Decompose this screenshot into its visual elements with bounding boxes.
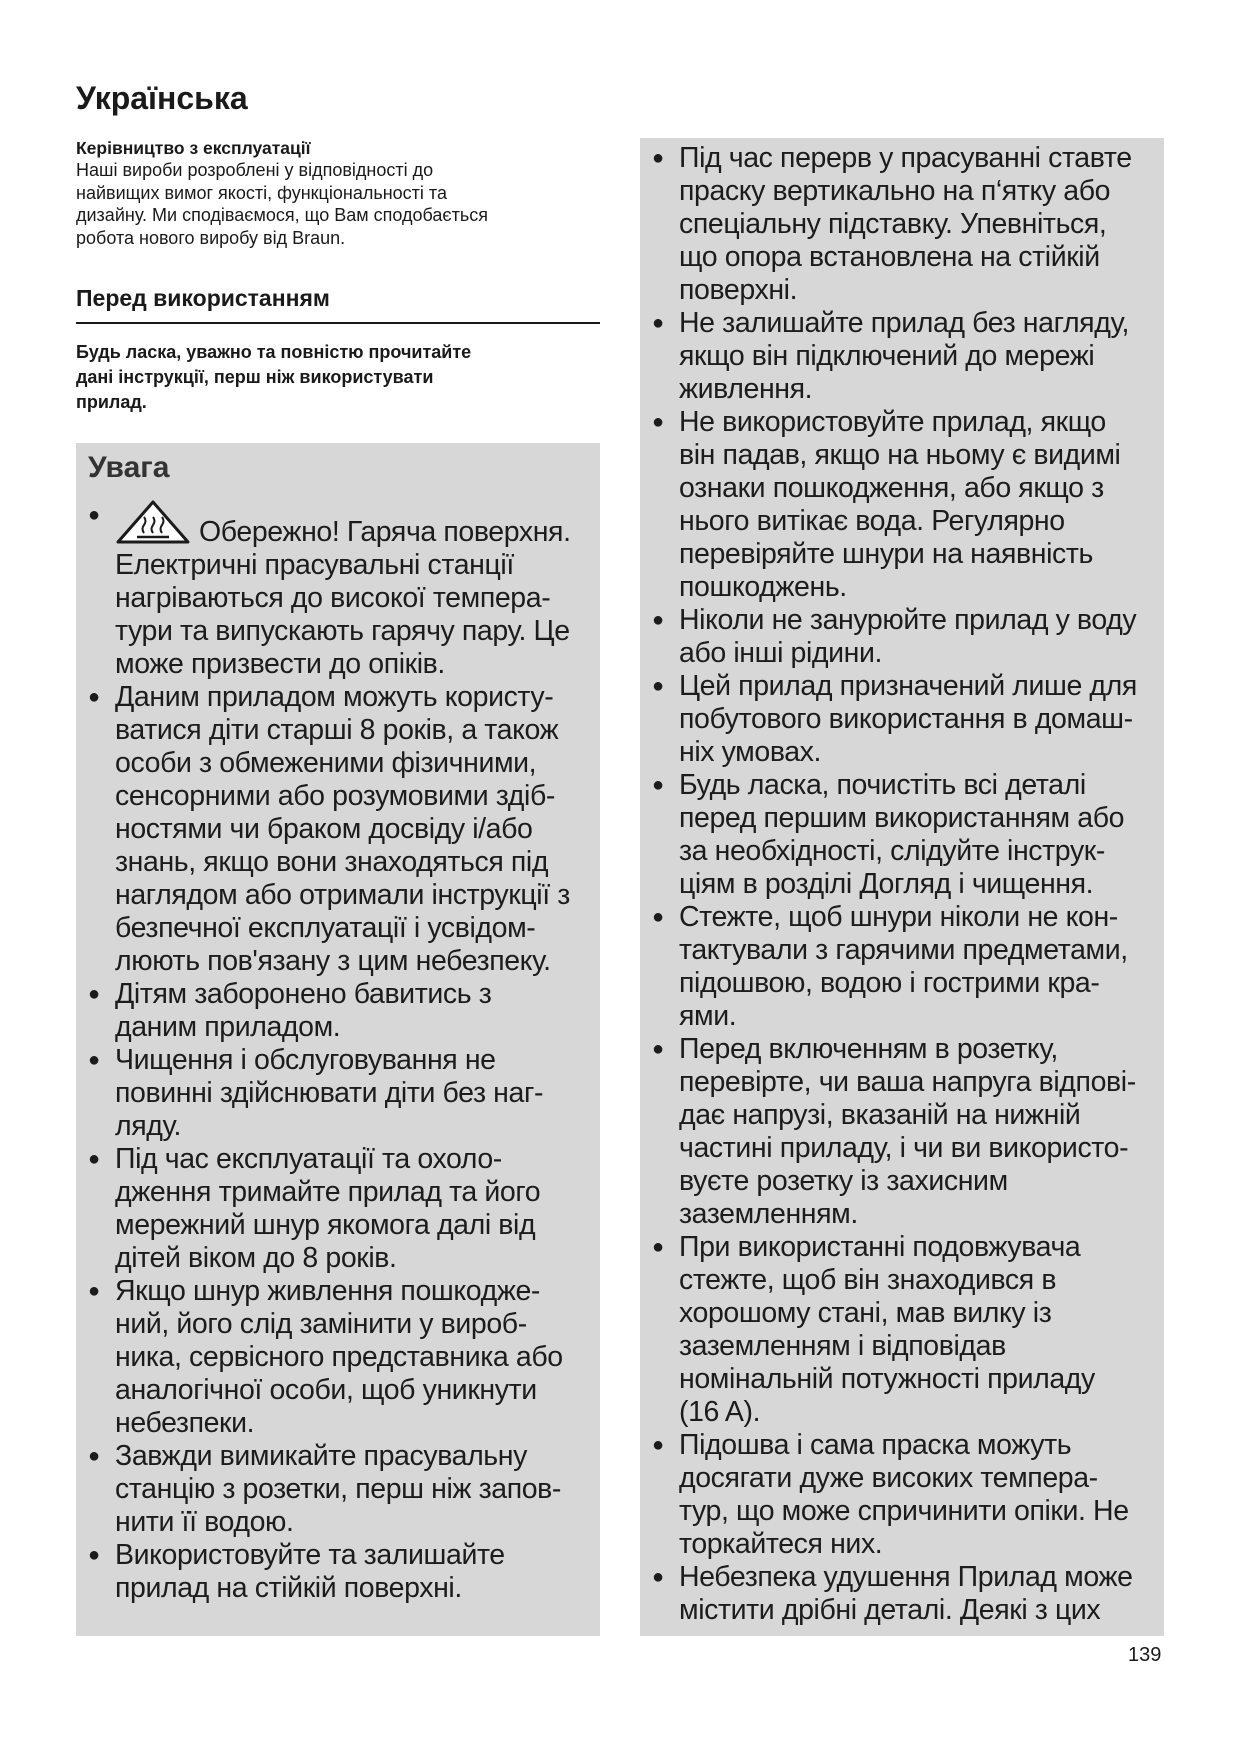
item-line: люють пов'язану з цим небезпеку.	[115, 945, 551, 977]
item-line: номінальній потужності приладу	[679, 1363, 1095, 1395]
item-line: ● Використовуйте та залишайте	[115, 1539, 505, 1571]
item-line: небезпеки.	[115, 1407, 255, 1439]
item-line: повинні здійснювати діти без наг-	[115, 1077, 544, 1109]
list-item	[652, 1429, 1152, 1561]
item-line: дає напрузі, вказаній на нижній	[679, 1099, 1081, 1131]
list-item	[88, 1275, 588, 1440]
item-line: вуєте розетку із захисним	[679, 1165, 1008, 1197]
warning-box-left	[76, 443, 600, 1636]
item-line: ● Стежте, щоб шнури ніколи не кон-	[679, 901, 1118, 933]
item-line: якщо він підключений до мережі	[679, 340, 1095, 372]
item-line: підошвою, водою і гострими кра-	[679, 967, 1100, 999]
item-line: дітей віком до 8 років.	[115, 1242, 397, 1274]
intro-text	[76, 159, 606, 249]
item-line: нити її водою.	[115, 1506, 294, 1538]
item-line: безпечної експлуатації і усвідом-	[115, 912, 536, 944]
item-line: Електричні прасувальні станції	[115, 549, 514, 581]
warning-title: Увага	[88, 451, 170, 484]
item-line: або інші рідини.	[679, 637, 883, 669]
intro-heading: Керівництво з експлуатації	[76, 138, 311, 158]
language-title: Українська	[76, 80, 248, 116]
item-line: хорошому стані, мав вилку із	[679, 1297, 1052, 1329]
item-line-text: Обережно! Гаряча поверхня.	[199, 516, 571, 548]
item-line: аналогічної особи, щоб уникнути	[115, 1374, 537, 1406]
warning-list-left	[88, 499, 588, 1605]
section-title-before-use: Перед використанням	[76, 285, 600, 324]
item-line: ● Небезпека удушення Прилад може	[679, 1561, 1133, 1593]
item-line: ний, його слід замінити у вироб-	[115, 1308, 527, 1340]
item-line: побутового використання в домаш-	[679, 703, 1133, 735]
item-line: нього витікає вода. Регулярно	[679, 505, 1065, 537]
item-line: особи з обмеженими фізичними,	[115, 747, 537, 779]
item-line: мережний шнур якомога далі від	[115, 1209, 536, 1241]
list-item	[652, 901, 1152, 1033]
item-line: торкайтеся них.	[679, 1528, 883, 1560]
item-line: тактували з гарячими предметами,	[679, 934, 1128, 966]
item-line: ● Якщо шнур живлення пошкодже-	[115, 1275, 541, 1307]
item-line: ● Даним приладом можуть користу-	[115, 681, 554, 713]
item-line: містити дрібні деталі. Деякі з цих	[679, 1594, 1101, 1626]
item-line: ● Будь ласка, почистіть всі деталі	[679, 769, 1086, 801]
note-line: Будь ласка, уважно та повністю прочитайте	[76, 342, 472, 362]
note-line: прилад.	[76, 392, 147, 412]
list-item	[88, 681, 588, 978]
item-line: ● При використанні подовжувача	[679, 1231, 1081, 1263]
page-number: 139	[1128, 1644, 1162, 1666]
intro-line: робота нового виробу від Braun.	[76, 227, 346, 248]
item-line: (16 A).	[679, 1396, 761, 1428]
item-line: нагріваються до високої темпера-	[115, 582, 551, 614]
intro-line: дизайну. Ми сподіваємося, що Вам сподобається	[76, 205, 488, 225]
before-use-note	[76, 340, 596, 415]
list-item	[652, 406, 1152, 604]
item-line	[115, 499, 588, 549]
warning-box-right	[640, 138, 1164, 1636]
item-line: заземленням і відповідав	[679, 1330, 1006, 1362]
item-line: ностями чи браком досвіду і/або	[115, 813, 533, 845]
item-line: перед першим використанням або	[679, 802, 1125, 834]
list-item	[88, 1539, 588, 1605]
item-line: сенсорними або розумовими здіб-	[115, 780, 555, 812]
item-line: ● Підошва і сама праска можуть	[679, 1429, 1072, 1461]
intro-line: найвищих вимог якості, функціональності та	[76, 182, 447, 203]
item-line: прилад на стійкій поверхні.	[115, 1572, 462, 1604]
item-line: перевіряйте шнури на наявність	[679, 538, 1093, 570]
list-item	[88, 1044, 588, 1143]
list-item	[652, 670, 1152, 769]
item-line: ● Завжди вимикайте прасувальну	[115, 1440, 527, 1472]
intro-block	[76, 137, 606, 249]
list-item	[652, 307, 1152, 406]
list-item	[652, 769, 1152, 901]
list-item	[88, 499, 588, 681]
item-line: ● Під час перерв у прасуванні ставте	[679, 142, 1132, 174]
item-line: що опора встановлена на стійкій	[679, 241, 1100, 273]
item-line: знань, якщо вони знаходяться під	[115, 846, 549, 878]
item-line: перевірте, чи ваша напруга відпові-	[679, 1066, 1136, 1098]
item-line: ніх умовах.	[679, 736, 822, 768]
item-line: праску вертикально на п‘ятку або	[679, 175, 1111, 207]
item-line: ● Дітям заборонено бавитись з	[115, 978, 492, 1010]
item-line: ● Чищення і обслуговування не	[115, 1044, 496, 1076]
item-line: стежте, щоб він знаходився в	[679, 1264, 1057, 1296]
item-line: поверхні.	[679, 274, 798, 306]
item-line: тур, що може спричинити опіки. Не	[679, 1495, 1129, 1527]
warning-list-right	[652, 142, 1152, 1627]
item-line: тури та випускають гарячу пару. Це	[115, 615, 570, 647]
item-line: може призвести до опіків.	[115, 648, 445, 680]
list-item	[88, 1440, 588, 1539]
list-item	[652, 1561, 1152, 1627]
item-line: ● Не залишайте прилад без нагляду,	[679, 307, 1129, 339]
item-line: наглядом або отримали інструкції з	[115, 879, 570, 911]
item-line: дження тримайте прилад та його	[115, 1176, 541, 1208]
item-line: ● Цей прилад призначений лише для	[679, 670, 1137, 702]
item-line: ляду.	[115, 1110, 182, 1142]
item-line: ● Перед включенням в розетку,	[679, 1033, 1058, 1065]
item-line: він падав, якщо на ньому є видимі	[679, 439, 1121, 471]
item-line: за необхідності, слідуйте інструк-	[679, 835, 1105, 867]
item-line: ● Не використовуйте прилад, якщо	[679, 406, 1106, 438]
list-item	[652, 604, 1152, 670]
hot-surface-warning-icon	[115, 499, 191, 545]
item-line: ознаки пошкодження, або якщо з	[679, 472, 1104, 504]
list-item	[88, 978, 588, 1044]
item-line: пошкоджень.	[679, 571, 847, 603]
note-line: дані інструкції, перш ніж використувати	[76, 367, 434, 387]
item-line: даним приладом.	[115, 1011, 341, 1043]
item-line: ціям в розділі Догляд і чищення.	[679, 868, 1094, 900]
item-line: заземленням.	[679, 1198, 858, 1230]
list-item	[652, 1033, 1152, 1231]
item-line: ватися діти старші 8 років, а також	[115, 714, 559, 746]
list-item	[652, 1231, 1152, 1429]
item-line: частині приладу, і чи ви використо-	[679, 1132, 1129, 1164]
item-line: станцію з розетки, перш ніж запов-	[115, 1473, 562, 1505]
item-line: спеціальну підставку. Упевніться,	[679, 208, 1107, 240]
item-line: досягати дуже високих темпера-	[679, 1462, 1098, 1494]
item-line: ями.	[679, 1000, 737, 1032]
item-line: живлення.	[679, 373, 813, 405]
item-line: ● Під час експлуатації та охоло-	[115, 1143, 502, 1175]
item-line: ника, сервісного представника або	[115, 1341, 563, 1373]
list-item	[652, 142, 1152, 307]
list-item	[88, 1143, 588, 1275]
intro-line: Наші вироби розроблені у відповідності до	[76, 160, 434, 180]
item-line: ● Ніколи не занурюйте прилад у воду	[679, 604, 1137, 636]
